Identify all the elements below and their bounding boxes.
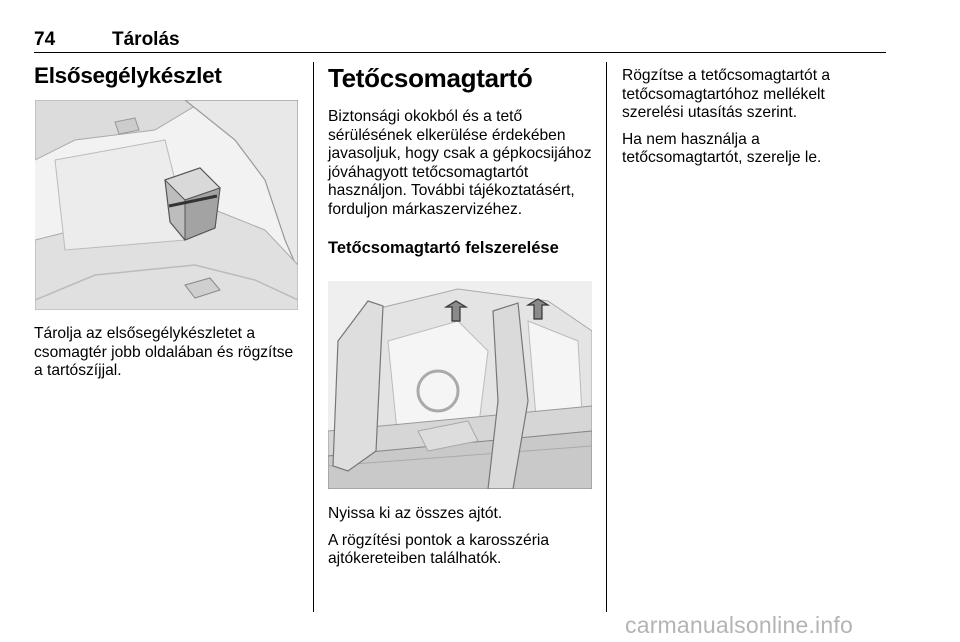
- remove-instructions: Ha nem használja a tetőcsomagtartót, szerelje le.: [622, 130, 822, 166]
- chapter-title: Tárolás: [112, 29, 180, 50]
- roof-rack-continued: [622, 67, 884, 168]
- trunk-first-aid-illustration: [35, 100, 298, 310]
- page-header: [34, 22, 886, 53]
- install-instructions: Rögzítse a tetőcsomagtartót a tetőcsomagtartóhoz mellékelt szerelési utasítás szerint.: [622, 67, 831, 121]
- door-frame-illustration: [328, 281, 592, 489]
- first-aid-text: [34, 325, 299, 381]
- column-divider: [606, 62, 607, 612]
- watermark: carmanualsonline.info: [625, 612, 853, 638]
- section-heading: Tetőcsomagtartó: [328, 63, 533, 93]
- roof-rack-section: [328, 62, 592, 259]
- subsection-heading: Tetőcsomagtartó felszerelése: [328, 239, 559, 257]
- page-number: 74: [34, 29, 56, 50]
- roof-rack-steps: [328, 505, 592, 569]
- step-open-doors: Nyissa ki az összes ajtót.: [328, 505, 503, 522]
- step-mounting-points: A rögzítési pontok a karosszéria ajtókereteiben találhatók.: [328, 531, 550, 567]
- roof-rack-intro: Biztonsági okokból és a tető sérülésének elkerülése érdekében javasoljuk, hogy csak a gépkocsijához jóváhagyott tetőcsomagtartót használjon. További tájékoztatásért, forduljon márkaszervizéhez.: [328, 108, 592, 218]
- first-aid-paragraph: Tárolja az elsősegélykészletet a csomagtér jobb oldalában és rögzítse a tartószíjjal.: [34, 325, 294, 379]
- first-aid-section: [34, 62, 299, 90]
- column-divider: [313, 62, 314, 612]
- section-heading: Elsősegélykészlet: [34, 63, 222, 88]
